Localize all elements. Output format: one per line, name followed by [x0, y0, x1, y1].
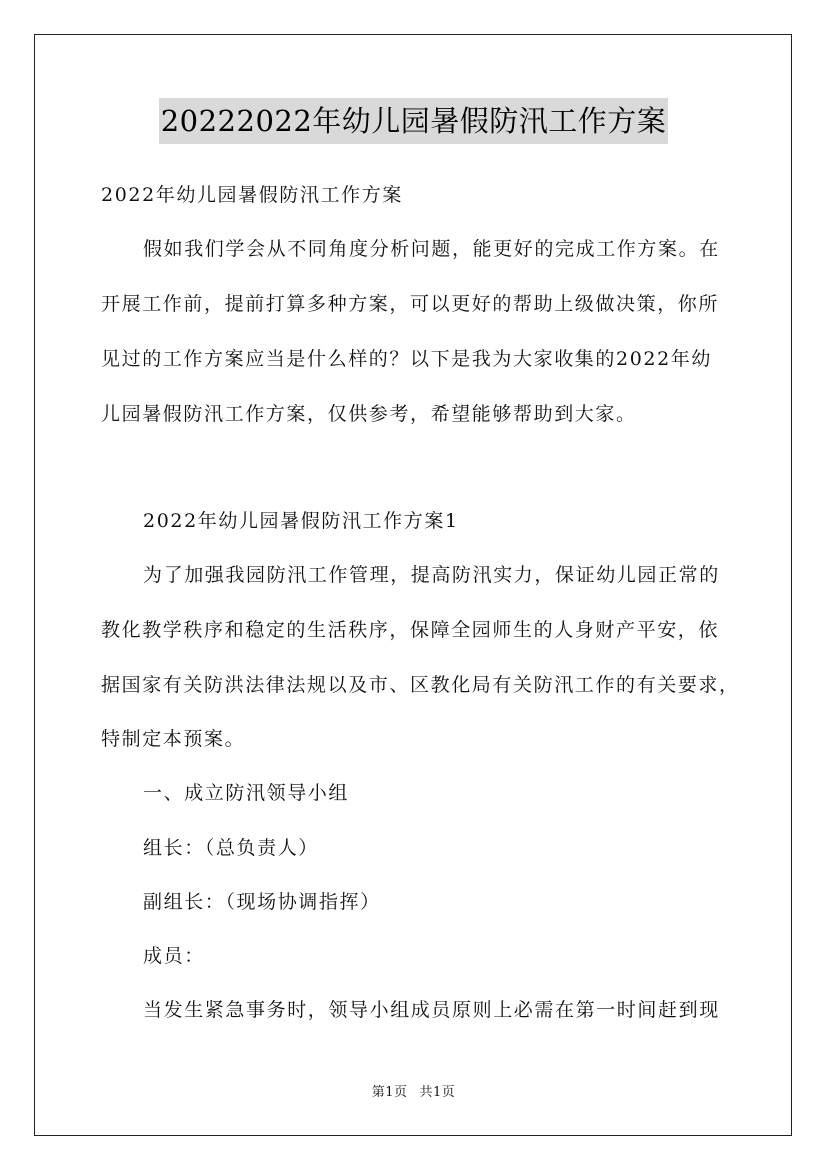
document-title: 20222022年幼儿园暑假防汛工作方案 [159, 98, 669, 144]
paragraph-line: 开展工作前，提前打算多种方案，可以更好的帮助上级做决策，你所 [101, 293, 720, 315]
paragraph-line: 为了加强我园防汛工作管理，提高防汛实力，保证幼儿园正常的 [143, 564, 720, 586]
paragraph-line: 据国家有关防洪法律法规以及市、区教化局有关防汛工作的有关要求， [101, 674, 740, 696]
paragraph-line: 组长：（总负责人） [143, 837, 319, 859]
subtitle-line: 2022年幼儿园暑假防汛工作方案 [101, 184, 403, 206]
paragraph-line: 当发生紧急事务时，领导小组成员原则上必需在第一时间赶到现 [143, 999, 720, 1021]
section-heading: 2022年幼儿园暑假防汛工作方案1 [143, 510, 459, 532]
title-container [0, 98, 827, 144]
page-total: 共1页 [419, 1085, 456, 1100]
page-number: 第1页 [371, 1085, 408, 1100]
paragraph-line: 假如我们学会从不同角度分析问题，能更好的完成工作方案。在 [143, 238, 720, 260]
paragraph-line: 儿园暑假防汛工作方案，仅供参考，希望能够帮助到大家。 [101, 403, 637, 425]
paragraph-line: 副组长：（现场协调指挥） [143, 891, 381, 913]
subsection-heading: 一、成立防汛领导小组 [143, 782, 350, 804]
page-footer [0, 1085, 827, 1101]
paragraph-line: 成员： [143, 945, 205, 967]
paragraph-line: 教化教学秩序和稳定的生活秩序，保障全园师生的人身财产平安，依 [101, 619, 720, 641]
paragraph-line: 见过的工作方案应当是什么样的？以下是我为大家收集的2022年幼 [101, 348, 712, 370]
paragraph-line: 特制定本预案。 [101, 728, 246, 750]
